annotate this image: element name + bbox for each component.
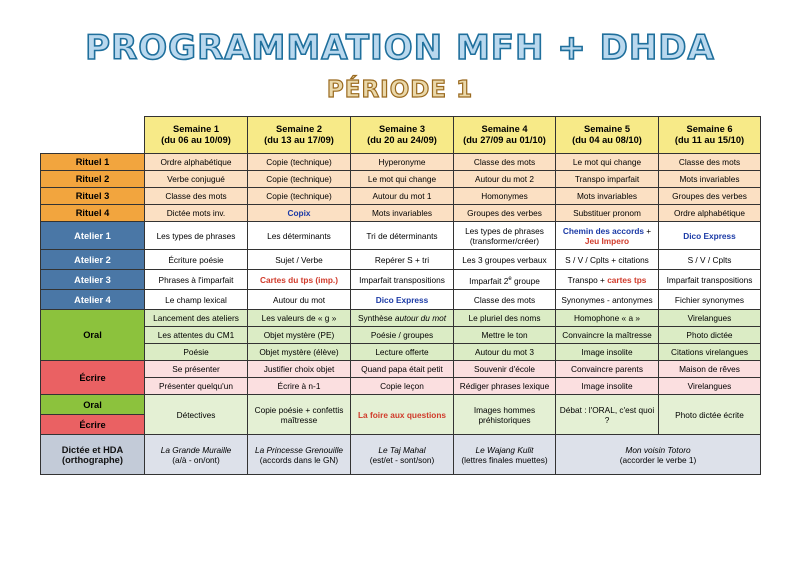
table-cell: Les valeurs de « g » xyxy=(248,310,351,327)
table-cell: Groupes des verbes xyxy=(454,205,556,222)
table-cell: Convaincre parents xyxy=(556,361,659,378)
table-cell: Dico Express xyxy=(659,222,761,250)
table-cell: Classe des mots xyxy=(454,154,556,171)
table-cell: Débat : l'ORAL, c'est quoi ? xyxy=(556,395,659,435)
table-cell: Copix xyxy=(248,205,351,222)
table-cell: Hyperonyme xyxy=(351,154,454,171)
table-cell: Autour du mot 2 xyxy=(454,171,556,188)
table-cell: Homophone « a » xyxy=(556,310,659,327)
table-cell: Le pluriel des noms xyxy=(454,310,556,327)
table-cell: Poésie / groupes xyxy=(351,327,454,344)
week-header: Semaine 4 (du 27/09 au 01/10) xyxy=(454,117,556,154)
table-cell: Justifier choix objet xyxy=(248,361,351,378)
table-cell: Rédiger phrases lexique xyxy=(454,378,556,395)
table-cell: Souvenir d'école xyxy=(454,361,556,378)
rituel-row xyxy=(41,171,761,188)
table-cell: Les 3 groupes verbaux xyxy=(454,250,556,270)
atelier-row xyxy=(41,270,761,290)
header-row xyxy=(41,117,761,154)
table-cell: Autour du mot 1 xyxy=(351,188,454,205)
row-label: Rituel 2 xyxy=(41,171,145,188)
table-cell: S / V / Cplts + citations xyxy=(556,250,659,270)
table-cell: Image insolite xyxy=(556,344,659,361)
table-cell: Tri de déterminants xyxy=(351,222,454,250)
week-header: Semaine 1 (du 06 au 10/09) xyxy=(145,117,248,154)
table-cell: Présenter quelqu'un xyxy=(145,378,248,395)
table-cell: Convaincre la maîtresse xyxy=(556,327,659,344)
table-cell: Autour du mot xyxy=(248,290,351,310)
table-cell: Les types de phrases xyxy=(145,222,248,250)
table-cell: Copie (technique) xyxy=(248,188,351,205)
table-cell: Copie (technique) xyxy=(248,154,351,171)
table-cell: Copie (technique) xyxy=(248,171,351,188)
table-cell: Lancement des ateliers xyxy=(145,310,248,327)
rituel-row xyxy=(41,205,761,222)
table-cell: Le mot qui change xyxy=(351,171,454,188)
table-cell: Virelangues xyxy=(659,378,761,395)
table-cell: Chemin des accords + Jeu Impero xyxy=(556,222,659,250)
table-cell: Écrire à n-1 xyxy=(248,378,351,395)
oral-ecrire-row xyxy=(41,395,761,415)
table-cell: Photo dictée écrite xyxy=(659,395,761,435)
table-cell: Classe des mots xyxy=(454,290,556,310)
table-cell: Le Wajang Kulit (lettres finales muettes) xyxy=(454,435,556,475)
row-label: Oral xyxy=(41,395,145,415)
table-cell: Transpo + cartes tps xyxy=(556,270,659,290)
table-cell: Le mot qui change xyxy=(556,154,659,171)
table-cell: Cartes du tps (imp.) xyxy=(248,270,351,290)
oral-row xyxy=(41,327,761,344)
table-cell: Quand papa était petit xyxy=(351,361,454,378)
table-cell: Ordre alphabétique xyxy=(145,154,248,171)
table-cell: Le Taj Mahal (est/et - sont/son) xyxy=(351,435,454,475)
table-cell: Verbe conjugué xyxy=(145,171,248,188)
table-cell: Les déterminants xyxy=(248,222,351,250)
programmation-table xyxy=(40,116,761,475)
table-cell: Les types de phrases (transformer/créer) xyxy=(454,222,556,250)
table-cell: Dico Express xyxy=(351,290,454,310)
table-cell: Fichier synonymes xyxy=(659,290,761,310)
atelier-row xyxy=(41,250,761,270)
table-cell: Synthèse autour du mot xyxy=(351,310,454,327)
table-cell: Substituer pronom xyxy=(556,205,659,222)
page-title: PROGRAMMATION MFH + DHDA xyxy=(85,28,715,68)
table-cell: Maison de rêves xyxy=(659,361,761,378)
table-cell: Virelangues xyxy=(659,310,761,327)
row-label: Écrire xyxy=(41,361,145,395)
table-cell: Homonymes xyxy=(454,188,556,205)
table-cell: Objet mystère (PE) xyxy=(248,327,351,344)
ecrire-row xyxy=(41,361,761,378)
oral-row xyxy=(41,310,761,327)
row-label: Écrire xyxy=(41,415,145,435)
table-cell: Dictée mots inv. xyxy=(145,205,248,222)
rituel-row xyxy=(41,188,761,205)
row-label: Atelier 1 xyxy=(41,222,145,250)
table-cell: Copie poésie + confettis maîtresse xyxy=(248,395,351,435)
table-cell: S / V / Cplts xyxy=(659,250,761,270)
row-label: Atelier 4 xyxy=(41,290,145,310)
table-cell: Classe des mots xyxy=(659,154,761,171)
table-cell: Groupes des verbes xyxy=(659,188,761,205)
table-cell: Mon voisin Totoro (accorder le verbe 1) xyxy=(556,435,761,475)
table-cell: Mots invariables xyxy=(659,171,761,188)
row-label: Rituel 4 xyxy=(41,205,145,222)
table-cell: Se présenter xyxy=(145,361,248,378)
table-cell: La Grande Muraille (a/à - on/ont) xyxy=(145,435,248,475)
table-cell: Repérer S + tri xyxy=(351,250,454,270)
table-cell: Objet mystère (élève) xyxy=(248,344,351,361)
ecrire-row xyxy=(41,378,761,395)
table-cell: La Princesse Grenouille (accords dans le GN) xyxy=(248,435,351,475)
row-label: Atelier 3 xyxy=(41,270,145,290)
table-cell: Classe des mots xyxy=(145,188,248,205)
table-cell: Imparfait transpositions xyxy=(351,270,454,290)
table-cell: Mots invariables xyxy=(556,188,659,205)
table-cell: Transpo imparfait xyxy=(556,171,659,188)
table-cell: Imparfait 2e groupe xyxy=(454,270,556,290)
row-label: Rituel 1 xyxy=(41,154,145,171)
page-subtitle: PÉRIODE 1 xyxy=(326,77,474,103)
oral-row xyxy=(41,344,761,361)
week-header: Semaine 6 (du 11 au 15/10) xyxy=(659,117,761,154)
table-cell: Poésie xyxy=(145,344,248,361)
atelier-row xyxy=(41,290,761,310)
week-header: Semaine 3 (du 20 au 24/09) xyxy=(351,117,454,154)
week-header: Semaine 2 (du 13 au 17/09) xyxy=(248,117,351,154)
table-cell: Mettre le ton xyxy=(454,327,556,344)
table-cell: Ordre alphabétique xyxy=(659,205,761,222)
table-cell: Images hommes préhistoriques xyxy=(454,395,556,435)
corner-cell xyxy=(41,117,145,154)
table-cell: La foire aux questions xyxy=(351,395,454,435)
table-cell: Les attentes du CM1 xyxy=(145,327,248,344)
rituel-row xyxy=(41,154,761,171)
table-cell: Synonymes - antonymes xyxy=(556,290,659,310)
table-cell: Imparfait transpositions xyxy=(659,270,761,290)
table-cell: Photo dictée xyxy=(659,327,761,344)
week-header: Semaine 5 (du 04 au 08/10) xyxy=(556,117,659,154)
row-label: Dictée et HDA (orthographe) xyxy=(41,435,145,475)
table-cell: Image insolite xyxy=(556,378,659,395)
table-cell: Autour du mot 3 xyxy=(454,344,556,361)
atelier-row xyxy=(41,222,761,250)
table-cell: Le champ lexical xyxy=(145,290,248,310)
row-label: Atelier 2 xyxy=(41,250,145,270)
table-cell: Mots invariables xyxy=(351,205,454,222)
table-cell: Lecture offerte xyxy=(351,344,454,361)
table-cell: Phrases à l'imparfait xyxy=(145,270,248,290)
row-label: Rituel 3 xyxy=(41,188,145,205)
table-cell: Écriture poésie xyxy=(145,250,248,270)
table-cell: Sujet / Verbe xyxy=(248,250,351,270)
row-label: Oral xyxy=(41,310,145,361)
table-cell: Citations virelangues xyxy=(659,344,761,361)
dictee-row xyxy=(41,435,761,475)
table-cell: Copie leçon xyxy=(351,378,454,395)
table-cell: Détectives xyxy=(145,395,248,435)
